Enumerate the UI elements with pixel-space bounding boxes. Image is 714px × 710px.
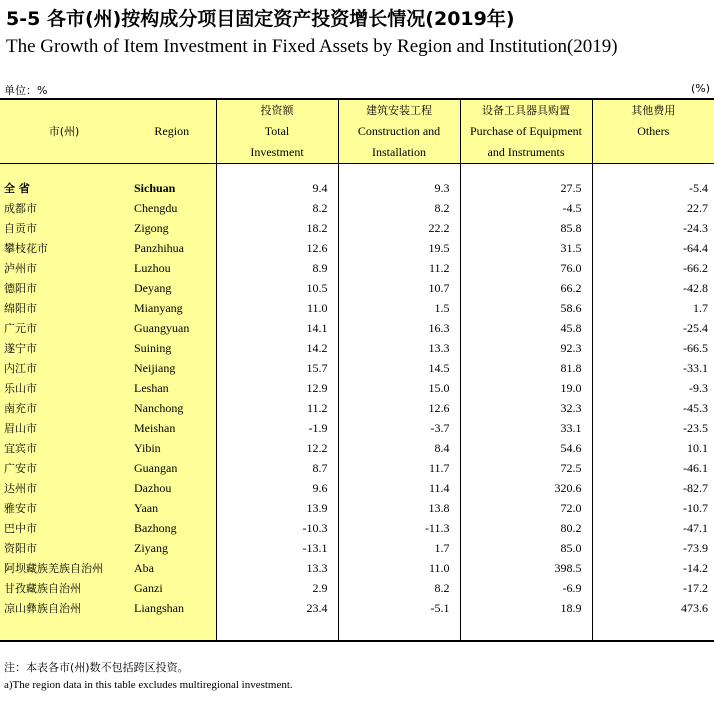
row-purchase: 66.2 xyxy=(460,278,592,298)
row-purchase: 80.2 xyxy=(460,518,592,538)
row-city: 绵阳市 xyxy=(0,298,128,318)
row-city: 眉山市 xyxy=(0,418,128,438)
row-construction: 8.2 xyxy=(338,578,460,598)
header-construction: 建筑安装工程 Construction and Installation xyxy=(338,99,460,164)
footnote-en: a)The region data in this table excludes multiregional investment. xyxy=(4,679,293,691)
row-purchase: 72.5 xyxy=(460,458,592,478)
row-total: 14.2 xyxy=(216,338,338,358)
row-construction: 9.3 xyxy=(338,178,460,198)
row-construction: 1.7 xyxy=(338,538,460,558)
row-total: -10.3 xyxy=(216,518,338,538)
row-region: Ziyang xyxy=(128,538,216,558)
table-row xyxy=(0,378,714,398)
row-others: -66.2 xyxy=(592,258,714,278)
header-others: 其他费用 Others xyxy=(592,99,714,164)
row-city: 宜宾市 xyxy=(0,438,128,458)
row-construction: 22.2 xyxy=(338,218,460,238)
table-row xyxy=(0,298,714,318)
header-region: Region xyxy=(128,99,216,164)
row-construction: 11.0 xyxy=(338,558,460,578)
row-construction: 1.5 xyxy=(338,298,460,318)
row-total: 13.9 xyxy=(216,498,338,518)
row-purchase: -6.9 xyxy=(460,578,592,598)
row-region: Nanchong xyxy=(128,398,216,418)
row-others: -82.7 xyxy=(592,478,714,498)
row-city: 乐山市 xyxy=(0,378,128,398)
table-row xyxy=(0,218,714,238)
row-city: 德阳市 xyxy=(0,278,128,298)
row-others: -47.1 xyxy=(592,518,714,538)
row-others: -14.2 xyxy=(592,558,714,578)
row-others: -10.7 xyxy=(592,498,714,518)
row-city: 达州市 xyxy=(0,478,128,498)
row-total: 12.6 xyxy=(216,238,338,258)
table-row xyxy=(0,278,714,298)
row-others: -73.9 xyxy=(592,538,714,558)
table-row xyxy=(0,498,714,518)
row-purchase: 85.0 xyxy=(460,538,592,558)
row-region: Bazhong xyxy=(128,518,216,538)
row-others: 1.7 xyxy=(592,298,714,318)
row-region: Luzhou xyxy=(128,258,216,278)
row-city: 甘孜藏族自治州 xyxy=(0,578,128,598)
row-construction: 14.5 xyxy=(338,358,460,378)
header-purchase: 设备工具器具购置 Purchase of Equipment and Instruments xyxy=(460,99,592,164)
row-purchase: 85.8 xyxy=(460,218,592,238)
table-row xyxy=(0,458,714,478)
row-total: 8.2 xyxy=(216,198,338,218)
row-others: 22.7 xyxy=(592,198,714,218)
row-city: 凉山彝族自治州 xyxy=(0,598,128,618)
row-city: 广元市 xyxy=(0,318,128,338)
row-region: Suining xyxy=(128,338,216,358)
row-others: -5.4 xyxy=(592,178,714,198)
row-region: Leshan xyxy=(128,378,216,398)
row-region: Mianyang xyxy=(128,298,216,318)
row-region: Neijiang xyxy=(128,358,216,378)
page-title-en: The Growth of Item Investment in Fixed Assets by Region and Institution(2019) xyxy=(6,36,618,57)
row-construction: 12.6 xyxy=(338,398,460,418)
row-purchase: 320.6 xyxy=(460,478,592,498)
row-region: Yaan xyxy=(128,498,216,518)
row-purchase: 32.3 xyxy=(460,398,592,418)
table-row-total xyxy=(0,178,714,198)
row-total: 8.9 xyxy=(216,258,338,278)
table-row xyxy=(0,258,714,278)
row-purchase: 58.6 xyxy=(460,298,592,318)
row-region: Sichuan xyxy=(128,178,216,198)
table-row xyxy=(0,518,714,538)
investment-table xyxy=(0,98,714,642)
row-purchase: 19.0 xyxy=(460,378,592,398)
page-title-cn: 5-5 各市(州)按构成分项目固定资产投资增长情况(2019年) xyxy=(6,8,515,30)
row-region: Liangshan xyxy=(128,598,216,618)
row-others: -23.5 xyxy=(592,418,714,438)
row-total: 18.2 xyxy=(216,218,338,238)
row-others: -33.1 xyxy=(592,358,714,378)
row-construction: -3.7 xyxy=(338,418,460,438)
unit-label-right: (%) xyxy=(690,82,710,95)
row-others: -9.3 xyxy=(592,378,714,398)
row-total: 11.0 xyxy=(216,298,338,318)
table-row xyxy=(0,478,714,498)
row-construction: 16.3 xyxy=(338,318,460,338)
row-construction: 19.5 xyxy=(338,238,460,258)
table-row xyxy=(0,398,714,418)
row-city: 泸州市 xyxy=(0,258,128,278)
row-others: 10.1 xyxy=(592,438,714,458)
table-row xyxy=(0,558,714,578)
row-purchase: 54.6 xyxy=(460,438,592,458)
row-total: 10.5 xyxy=(216,278,338,298)
table-row xyxy=(0,338,714,358)
row-city: 内江市 xyxy=(0,358,128,378)
row-region: Meishan xyxy=(128,418,216,438)
table-row xyxy=(0,418,714,438)
row-region: Panzhihua xyxy=(128,238,216,258)
footnote-cn: 注：本表各市(州)数不包括跨区投资。 xyxy=(4,661,189,674)
row-others: -64.4 xyxy=(592,238,714,258)
row-construction: -11.3 xyxy=(338,518,460,538)
row-others: -66.5 xyxy=(592,338,714,358)
row-city: 阿坝藏族羌族自治州 xyxy=(0,558,128,578)
row-construction: 15.0 xyxy=(338,378,460,398)
row-total: -1.9 xyxy=(216,418,338,438)
unit-label: 单位：% xyxy=(4,84,48,97)
row-purchase: 72.0 xyxy=(460,498,592,518)
table-row xyxy=(0,578,714,598)
row-city: 自贡市 xyxy=(0,218,128,238)
row-region: Zigong xyxy=(128,218,216,238)
table-row xyxy=(0,198,714,218)
table-row xyxy=(0,238,714,258)
row-others: -42.8 xyxy=(592,278,714,298)
row-total: -13.1 xyxy=(216,538,338,558)
header-city: 市(州) xyxy=(0,99,128,164)
row-others: -24.3 xyxy=(592,218,714,238)
row-region: Guangyuan xyxy=(128,318,216,338)
row-purchase: 76.0 xyxy=(460,258,592,278)
row-construction: 8.4 xyxy=(338,438,460,458)
row-region: Aba xyxy=(128,558,216,578)
row-total: 9.4 xyxy=(216,178,338,198)
row-purchase: -4.5 xyxy=(460,198,592,218)
row-region: Yibin xyxy=(128,438,216,458)
row-city: 全 省 xyxy=(0,178,128,198)
table-header-row xyxy=(0,99,714,164)
row-construction: -5.1 xyxy=(338,598,460,618)
row-total: 12.2 xyxy=(216,438,338,458)
row-city: 雅安市 xyxy=(0,498,128,518)
row-city: 广安市 xyxy=(0,458,128,478)
row-construction: 13.8 xyxy=(338,498,460,518)
row-purchase: 18.9 xyxy=(460,598,592,618)
row-construction: 13.3 xyxy=(338,338,460,358)
row-purchase: 92.3 xyxy=(460,338,592,358)
row-total: 15.7 xyxy=(216,358,338,378)
row-others: -25.4 xyxy=(592,318,714,338)
row-purchase: 33.1 xyxy=(460,418,592,438)
row-region: Guangan xyxy=(128,458,216,478)
row-total: 9.6 xyxy=(216,478,338,498)
row-construction: 11.2 xyxy=(338,258,460,278)
header-total: 投资额 Total Investment xyxy=(216,99,338,164)
row-total: 23.4 xyxy=(216,598,338,618)
row-purchase: 81.8 xyxy=(460,358,592,378)
table-row xyxy=(0,438,714,458)
row-construction: 10.7 xyxy=(338,278,460,298)
row-city: 南充市 xyxy=(0,398,128,418)
row-others: -45.3 xyxy=(592,398,714,418)
table-row xyxy=(0,318,714,338)
row-purchase: 398.5 xyxy=(460,558,592,578)
row-purchase: 27.5 xyxy=(460,178,592,198)
row-total: 8.7 xyxy=(216,458,338,478)
row-others: -46.1 xyxy=(592,458,714,478)
row-region: Dazhou xyxy=(128,478,216,498)
table-row xyxy=(0,598,714,618)
row-others: -17.2 xyxy=(592,578,714,598)
row-total: 11.2 xyxy=(216,398,338,418)
row-total: 2.9 xyxy=(216,578,338,598)
row-region: Deyang xyxy=(128,278,216,298)
row-city: 成都市 xyxy=(0,198,128,218)
row-total: 14.1 xyxy=(216,318,338,338)
row-city: 资阳市 xyxy=(0,538,128,558)
row-construction: 8.2 xyxy=(338,198,460,218)
row-city: 攀枝花市 xyxy=(0,238,128,258)
table-row xyxy=(0,538,714,558)
row-total: 13.3 xyxy=(216,558,338,578)
row-others: 473.6 xyxy=(592,598,714,618)
row-region: Chengdu xyxy=(128,198,216,218)
row-construction: 11.7 xyxy=(338,458,460,478)
row-construction: 11.4 xyxy=(338,478,460,498)
row-region: Ganzi xyxy=(128,578,216,598)
row-city: 遂宁市 xyxy=(0,338,128,358)
row-total: 12.9 xyxy=(216,378,338,398)
table-row xyxy=(0,358,714,378)
row-city: 巴中市 xyxy=(0,518,128,538)
row-purchase: 45.8 xyxy=(460,318,592,338)
row-purchase: 31.5 xyxy=(460,238,592,258)
